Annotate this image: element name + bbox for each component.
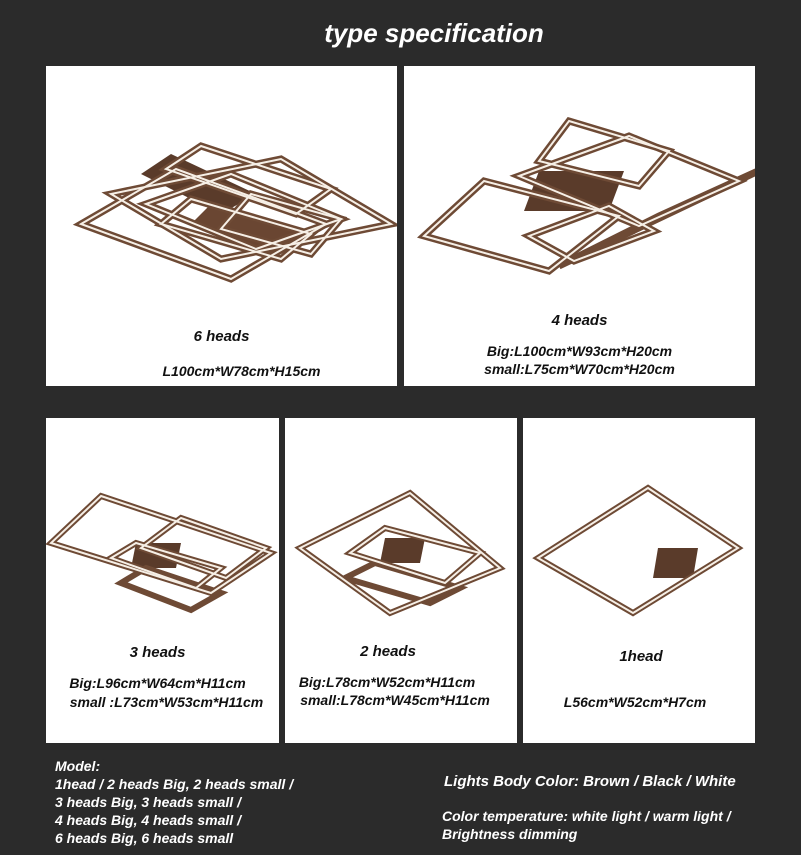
color-temperature-line: Brightness dimming: [442, 826, 578, 842]
model-line: 3 heads Big, 3 heads small /: [55, 794, 241, 810]
product-spec: small:L75cm*W70cm*H20cm: [484, 361, 675, 377]
product-spec: small :L73cm*W53cm*H11cm: [69, 694, 264, 710]
product-spec: Big:L78cm*W52cm*H11cm: [298, 674, 476, 690]
product-spec: L100cm*W78cm*H15cm: [162, 363, 321, 379]
product-spec: Big:L96cm*W64cm*H11cm: [69, 675, 246, 691]
color-temperature-info: [442, 807, 731, 843]
product-card-3-heads: [46, 418, 279, 743]
product-spec: Big:L100cm*W93cm*H20cm: [486, 343, 673, 359]
product-spec: small:L78cm*W45cm*H11cm: [300, 692, 490, 708]
lamp-4-heads-image: [404, 66, 755, 386]
page-title: type specification: [324, 18, 544, 48]
model-line: 4 heads Big, 4 heads small /: [55, 812, 241, 828]
product-card-1-head: [523, 418, 755, 743]
product-label: 4 heads: [551, 312, 608, 329]
product-label: 6 heads: [193, 328, 250, 345]
product-label: 2 heads: [360, 643, 416, 660]
model-heading: Model:: [55, 758, 101, 774]
product-label: 1head: [619, 648, 663, 665]
model-line: 1head / 2 heads Big, 2 heads small /: [55, 776, 294, 792]
color-temperature-line: Color temperature: white light / warm light /: [442, 808, 731, 824]
product-label: 3 heads: [129, 644, 186, 661]
product-card-2-heads: [285, 418, 517, 743]
body-color-info: Lights Body Color: Brown / Black / White: [444, 773, 736, 790]
product-spec: L56cm*W52cm*H7cm: [563, 694, 707, 710]
model-line: 6 heads Big, 6 heads small: [55, 830, 234, 846]
model-info: [55, 757, 293, 847]
product-card-4-heads: [404, 66, 755, 386]
product-card-6-heads: [46, 66, 397, 386]
